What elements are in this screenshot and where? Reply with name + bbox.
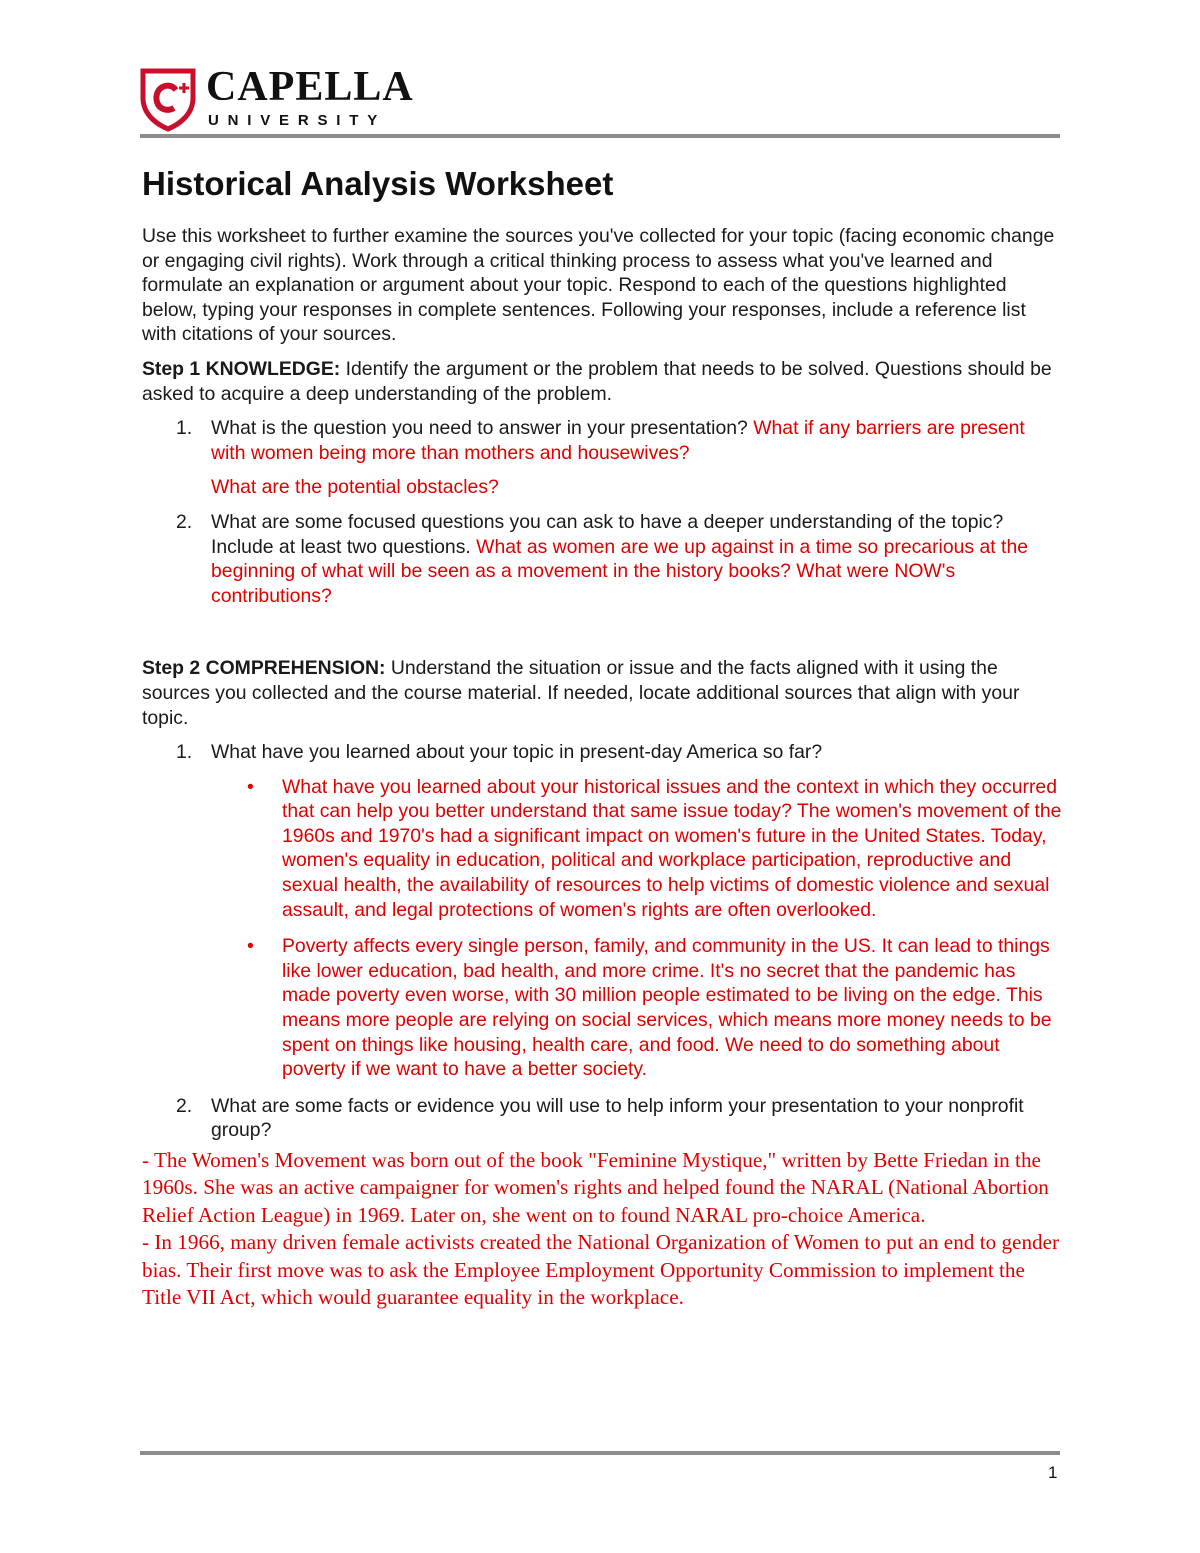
- step2-question-2: [142, 1094, 1062, 1143]
- list-item: [247, 775, 1062, 923]
- footer-divider: [140, 1451, 1060, 1455]
- answer-text: What if any barriers are present with women being more than mothers and housewives?: [211, 417, 1025, 464]
- section-spacer: [142, 618, 1062, 656]
- logo-wordmark: CAPELLA: [206, 64, 414, 110]
- logo-subtitle: UNIVERSITY: [208, 112, 387, 129]
- evidence-answer-1: - The Women's Movement was born out of the book "Feminine Mystique," written by Bette Friedan in the 1960s. She was an active campaigner for women's rights and helped found the NARAL (National Abortion Relief Action League) in 1969. Later on, she went on to found NARAL pro-choice America.: [142, 1148, 1049, 1227]
- bullet-icon: •: [247, 775, 254, 798]
- question-text: What are some facts or evidence you will use to help inform your presentation to your nonprofit group?: [211, 1094, 1024, 1142]
- step2-evidence-answers: [142, 1147, 1062, 1311]
- bullet-text: What have you learned about your historical issues and the context in which they occurred that can help you better understand that same issue today? The women's movement of the 1960s and 1970's had a significant impact on women's future in the United States. Today, women's equality in education, political and workplace participation, reproductive and sexual health, the availability of resources to help victims of domestic violence and sexual assault, and legal protections of women's rights are often overlooked.: [282, 775, 1062, 921]
- list-item: [247, 934, 1062, 1082]
- question-text: What are some focused questions you can ask to have a deeper understanding of the topic? Include at least two questions.: [211, 510, 1004, 558]
- question-number: 2.: [176, 1094, 193, 1117]
- question-text: What is the question you need to answer in your presentation?: [211, 417, 754, 440]
- step2-bullet-list: [142, 775, 1062, 1082]
- intro-paragraph: Use this worksheet to further examine the sources you've collected for your topic (facing economic change or engaging civil rights). Work through a critical thinking process to assess what you've learned and formulate an explanation or argument about your topic. Respond to each of the questions highlighted below, typing your responses in complete sentences. Following your responses, include a reference list with citations of your sources.: [142, 225, 1055, 346]
- step2-label: Step 2 COMPREHENSION:: [142, 657, 386, 680]
- header-divider: [140, 134, 1060, 138]
- worksheet-body: [142, 162, 1062, 1311]
- bullet-text: Poverty affects every single person, family, and community in the US. It can lead to things like lower education, bad health, and more crime. It's no secret that the pandemic has made poverty even worse, with 30 million people estimated to be living on the edge. This means more people are relying on social services, which means more money needs to be spent on things like housing, health care, and food. We need to do something about poverty if we want to have a better society.: [282, 935, 1052, 1081]
- question-text: What have you learned about your topic in present-day America so far?: [211, 741, 823, 764]
- step1-question-1: [142, 416, 1062, 465]
- step2-question-1: [142, 740, 1062, 765]
- evidence-answer-2: - In 1966, many driven female activists created the National Organization of Women to put an end to gender bias. Their first move was to ask the Employee Employment Opportunity Commission to implement the Title VII Act, which would guarantee equality in the workplace.: [142, 1230, 1060, 1310]
- step1-label: Step 1 KNOWLEDGE:: [142, 357, 341, 380]
- shield-icon: [140, 68, 196, 132]
- question-number: 1.: [176, 417, 193, 440]
- capella-logo: [140, 64, 440, 132]
- step1-text: Identify the argument or the problem that needs to be solved. Questions should be asked to acquire a deep understanding of the problem.: [142, 357, 1052, 405]
- page-number: 1: [1048, 1463, 1058, 1482]
- step1-answer-2: What are the potential obstacles?: [211, 476, 499, 499]
- step1-question-2: [142, 510, 1062, 608]
- question-number: 1.: [176, 741, 193, 764]
- answer-text: What as women are we up against in a time so precarious at the beginning of what will be seen as a movement in the history books? What were NOW's contributions?: [211, 535, 1029, 607]
- page-title: Historical Analysis Worksheet: [142, 165, 614, 202]
- step1-heading: [142, 357, 1062, 406]
- step2-heading: [142, 656, 1062, 730]
- bullet-icon: •: [247, 935, 254, 958]
- question-number: 2.: [176, 510, 193, 533]
- step2-text: Understand the situation or issue and the facts aligned with it using the sources you collected and the course material. If needed, locate additional sources that align with your topic.: [142, 657, 1020, 729]
